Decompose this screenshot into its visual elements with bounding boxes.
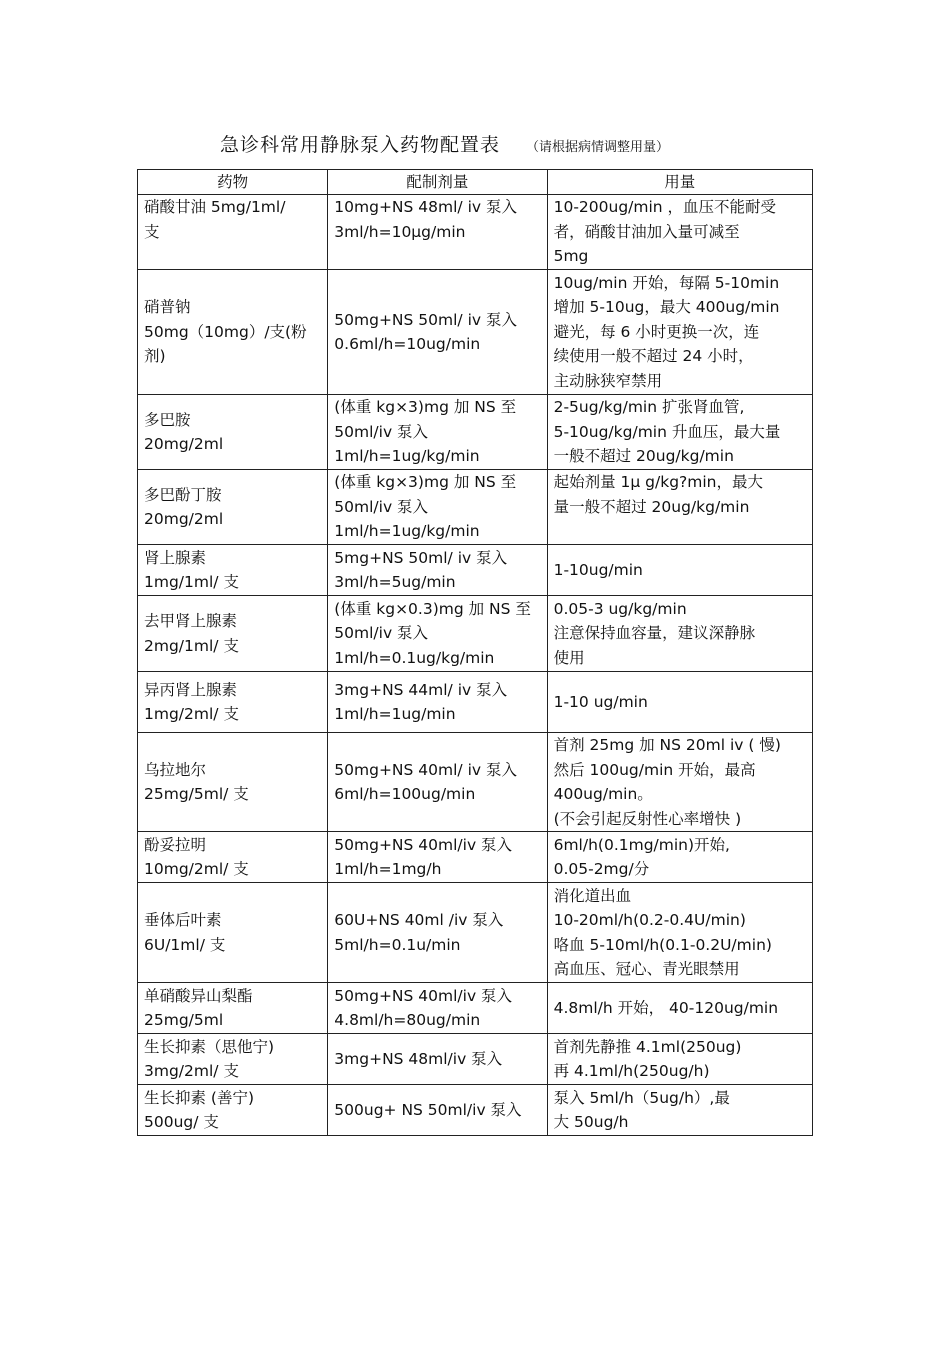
cell-text-line: 3ml/h=10μg/min xyxy=(334,222,466,241)
table-row xyxy=(138,270,813,395)
prep-cell xyxy=(328,832,547,883)
cell-text-line: 1ml/h=0.1ug/kg/min xyxy=(334,648,495,667)
cell-text-line: 400ug/min。 xyxy=(553,785,653,803)
cell-text-line: 去甲肾上腺素 xyxy=(144,612,238,630)
dose-cell xyxy=(547,983,812,1034)
cell-text-line: 50ml/iv 泵入 xyxy=(334,422,429,441)
cell-text-line: 50mg+NS 40ml/ iv 泵入 xyxy=(334,760,517,779)
cell-text-line: 25mg/5ml xyxy=(144,1011,224,1029)
cell-text-line: 10-200ug/min ，血压不能耐受 xyxy=(553,198,777,216)
cell-text-line: 1-10ug/min xyxy=(553,560,643,579)
cell-text-line: 一般不超过 20ug/kg/min xyxy=(553,447,734,466)
prep-cell xyxy=(328,1085,547,1136)
cell-text-line: 肾上腺素 xyxy=(144,548,207,567)
cell-text-line: 0.05-2mg/分 xyxy=(553,860,650,878)
cell-text-line: 50mg+NS 40ml/iv 泵入 xyxy=(334,986,513,1005)
cell-text-line: 多巴酚丁胺 xyxy=(144,485,222,504)
cell-text-line: 6ml/h=100ug/min xyxy=(334,785,476,803)
dose-cell xyxy=(547,883,812,983)
prep-cell xyxy=(328,672,547,733)
cell-text-line: (不会引起反射性心率增快 ) xyxy=(553,809,742,828)
cell-text-line: 消化道出血 xyxy=(553,886,632,905)
table-row xyxy=(138,395,813,470)
cell-text-line: 起始剂量 1μ g/kg?min，最大 xyxy=(553,473,764,491)
drug-cell xyxy=(138,672,328,733)
cell-text-line: 1ml/h=1mg/h xyxy=(334,860,442,878)
cell-text-line: 剂) xyxy=(144,347,166,366)
dose-cell xyxy=(547,1085,812,1136)
cell-text-line: 增加 5-10ug，最大 400ug/min xyxy=(553,298,780,317)
cell-text-line: 1-10 ug/min xyxy=(553,692,648,711)
cell-text-line: 2-5ug/kg/min 扩张肾血管, xyxy=(553,398,745,417)
dose-cell xyxy=(547,672,812,733)
table-row xyxy=(138,733,813,832)
table-row xyxy=(138,983,813,1034)
table-row xyxy=(138,470,813,545)
column-header-drug: 药物 xyxy=(138,170,328,195)
cell-text-line: (体重 kg×3)mg 加 NS 至 xyxy=(334,398,517,417)
cell-text-line: 酚妥拉明 xyxy=(144,835,207,854)
cell-text-line: 乌拉地尔 xyxy=(144,760,207,779)
prep-cell xyxy=(328,1034,547,1085)
cell-text-line: 生长抑素 (善宁) xyxy=(144,1088,255,1107)
cell-text-line: 高血压、冠心、青光眼禁用 xyxy=(553,960,740,978)
cell-text-line: 10mg/2ml/ 支 xyxy=(144,860,249,878)
document-title-row xyxy=(220,130,820,162)
cell-text-line: 多巴胺 xyxy=(144,410,191,429)
document-title-note: （请根据病情调整用量） xyxy=(526,140,670,155)
cell-text-line: 4.8ml/h 开始， 40-120ug/min xyxy=(553,998,779,1017)
cell-text-line: 3mg+NS 44ml/ iv 泵入 xyxy=(334,680,508,699)
cell-text-line: 泵入 5ml/h（5ug/h）,最 xyxy=(553,1088,730,1107)
cell-text-line: 硝普钠 xyxy=(144,298,191,317)
cell-text-line: 注意保持血容量，建议深静脉 xyxy=(553,624,756,643)
dose-cell xyxy=(547,270,812,395)
dose-cell xyxy=(547,195,812,270)
cell-text-line: 3mg/2ml/ 支 xyxy=(144,1062,239,1080)
prep-cell xyxy=(328,545,547,596)
cell-text-line: 60U+NS 40ml /iv 泵入 xyxy=(334,911,504,929)
cell-text-line: 垂体后叶素 xyxy=(144,911,222,929)
table-row xyxy=(138,1034,813,1085)
cell-text-line: 1mg/1ml/ 支 xyxy=(144,573,239,591)
cell-text-line: 20mg/2ml xyxy=(144,435,224,453)
drug-table xyxy=(137,169,813,1136)
drug-cell xyxy=(138,883,328,983)
table-header-row xyxy=(138,170,813,195)
drug-cell xyxy=(138,545,328,596)
prep-cell xyxy=(328,270,547,395)
drug-cell xyxy=(138,1034,328,1085)
table-row xyxy=(138,545,813,596)
cell-text-line: 50mg+NS 50ml/ iv 泵入 xyxy=(334,310,517,329)
cell-text-line: 6ml/h(0.1mg/min)开始, xyxy=(553,835,730,854)
cell-text-line: 5ml/h=0.1u/min xyxy=(334,935,461,954)
cell-text-line: 咯血 5-10ml/h(0.1-0.2U/min) xyxy=(553,935,772,954)
cell-text-line: 6U/1ml/ 支 xyxy=(144,935,226,954)
cell-text-line: 支 xyxy=(144,222,160,241)
drug-cell xyxy=(138,270,328,395)
cell-text-line: 50mg+NS 40ml/iv 泵入 xyxy=(334,835,513,854)
dose-cell xyxy=(547,395,812,470)
cell-text-line: 10ug/min 开始，每隔 5-10min xyxy=(553,273,780,292)
dose-cell xyxy=(547,470,812,545)
cell-text-line: 2mg/1ml/ 支 xyxy=(144,636,239,655)
document-title: 急诊科常用静脉泵入药物配置表 xyxy=(220,134,501,156)
cell-text-line: 25mg/5ml/ 支 xyxy=(144,785,249,803)
cell-text-line: 避光，每 6 小时更换一次，连 xyxy=(553,322,760,341)
cell-text-line: 1ml/h=1ug/kg/min xyxy=(334,522,480,541)
cell-text-line: 者，硝酸甘油加入量可减至 xyxy=(553,222,740,241)
cell-text-line: 1ml/h=1ug/min xyxy=(334,705,456,723)
drug-cell xyxy=(138,983,328,1034)
cell-text-line: 5mg xyxy=(553,247,589,265)
prep-cell xyxy=(328,983,547,1034)
drug-cell xyxy=(138,596,328,672)
prep-cell xyxy=(328,733,547,832)
prep-cell xyxy=(328,470,547,545)
cell-text-line: 硝酸甘油 5mg/1ml/ xyxy=(144,198,286,216)
cell-text-line: 500ug/ 支 xyxy=(144,1113,219,1131)
prep-cell xyxy=(328,395,547,470)
cell-text-line: 首剂 25mg 加 NS 20ml iv ( 慢) xyxy=(553,736,781,754)
cell-text-line: 500ug+ NS 50ml/iv 泵入 xyxy=(334,1100,522,1119)
cell-text-line: 再 4.1ml/h(250ug/h) xyxy=(553,1062,710,1080)
dose-cell xyxy=(547,1034,812,1085)
dose-cell xyxy=(547,733,812,832)
prep-cell xyxy=(328,596,547,672)
cell-text-line: 0.6ml/h=10ug/min xyxy=(334,335,481,353)
cell-text-line: 1mg/2ml/ 支 xyxy=(144,705,239,723)
cell-text-line: 20mg/2ml xyxy=(144,510,224,528)
prep-cell xyxy=(328,883,547,983)
cell-text-line: 50ml/iv 泵入 xyxy=(334,497,429,516)
dose-cell xyxy=(547,596,812,672)
cell-text-line: 10mg+NS 48ml/ iv 泵入 xyxy=(334,198,517,216)
cell-text-line: 量一般不超过 20ug/kg/min xyxy=(553,497,750,516)
cell-text-line: 0.05-3 ug/kg/min xyxy=(553,599,687,618)
cell-text-line: 3ml/h=5ug/min xyxy=(334,573,456,591)
cell-text-line: 续使用一般不超过 24 小时， xyxy=(553,347,754,366)
table-row xyxy=(138,195,813,270)
cell-text-line: 然后 100ug/min 开始，最高 xyxy=(553,760,756,779)
table-row xyxy=(138,832,813,883)
drug-cell xyxy=(138,395,328,470)
dose-cell xyxy=(547,832,812,883)
cell-text-line: 3mg+NS 48ml/iv 泵入 xyxy=(334,1049,503,1068)
table-row xyxy=(138,596,813,672)
drug-cell xyxy=(138,733,328,832)
dose-cell xyxy=(547,545,812,596)
cell-text-line: 50mg（10mg）/支(粉 xyxy=(144,322,307,341)
cell-text-line: 10-20ml/h(0.2-0.4U/min) xyxy=(553,911,746,929)
table-body xyxy=(138,195,813,1136)
cell-text-line: (体重 kg×3)mg 加 NS 至 xyxy=(334,473,517,492)
table-row xyxy=(138,1085,813,1136)
cell-text-line: 50ml/iv 泵入 xyxy=(334,624,429,643)
cell-text-line: 4.8ml/h=80ug/min xyxy=(334,1011,481,1029)
cell-text-line: 主动脉狭窄禁用 xyxy=(553,371,663,390)
cell-text-line: 首剂先静推 4.1ml(250ug) xyxy=(553,1037,742,1056)
column-header-prep: 配制剂量 xyxy=(328,170,547,195)
drug-cell xyxy=(138,832,328,883)
cell-text-line: 异丙肾上腺素 xyxy=(144,680,238,699)
cell-text-line: 生长抑素（思他宁) xyxy=(144,1037,275,1056)
cell-text-line: 大 50ug/h xyxy=(553,1113,629,1131)
column-header-dose: 用量 xyxy=(547,170,812,195)
table-row xyxy=(138,883,813,983)
cell-text-line: 1ml/h=1ug/kg/min xyxy=(334,447,480,466)
cell-text-line: 5mg+NS 50ml/ iv 泵入 xyxy=(334,548,508,567)
table-row xyxy=(138,672,813,733)
drug-cell xyxy=(138,470,328,545)
cell-text-line: 单硝酸异山梨酯 xyxy=(144,986,253,1005)
prep-cell xyxy=(328,195,547,270)
cell-text-line: 使用 xyxy=(553,648,585,667)
drug-cell xyxy=(138,195,328,270)
cell-text-line: (体重 kg×0.3)mg 加 NS 至 xyxy=(334,599,531,618)
cell-text-line: 5-10ug/kg/min 升血压，最大量 xyxy=(553,422,781,441)
drug-cell xyxy=(138,1085,328,1136)
